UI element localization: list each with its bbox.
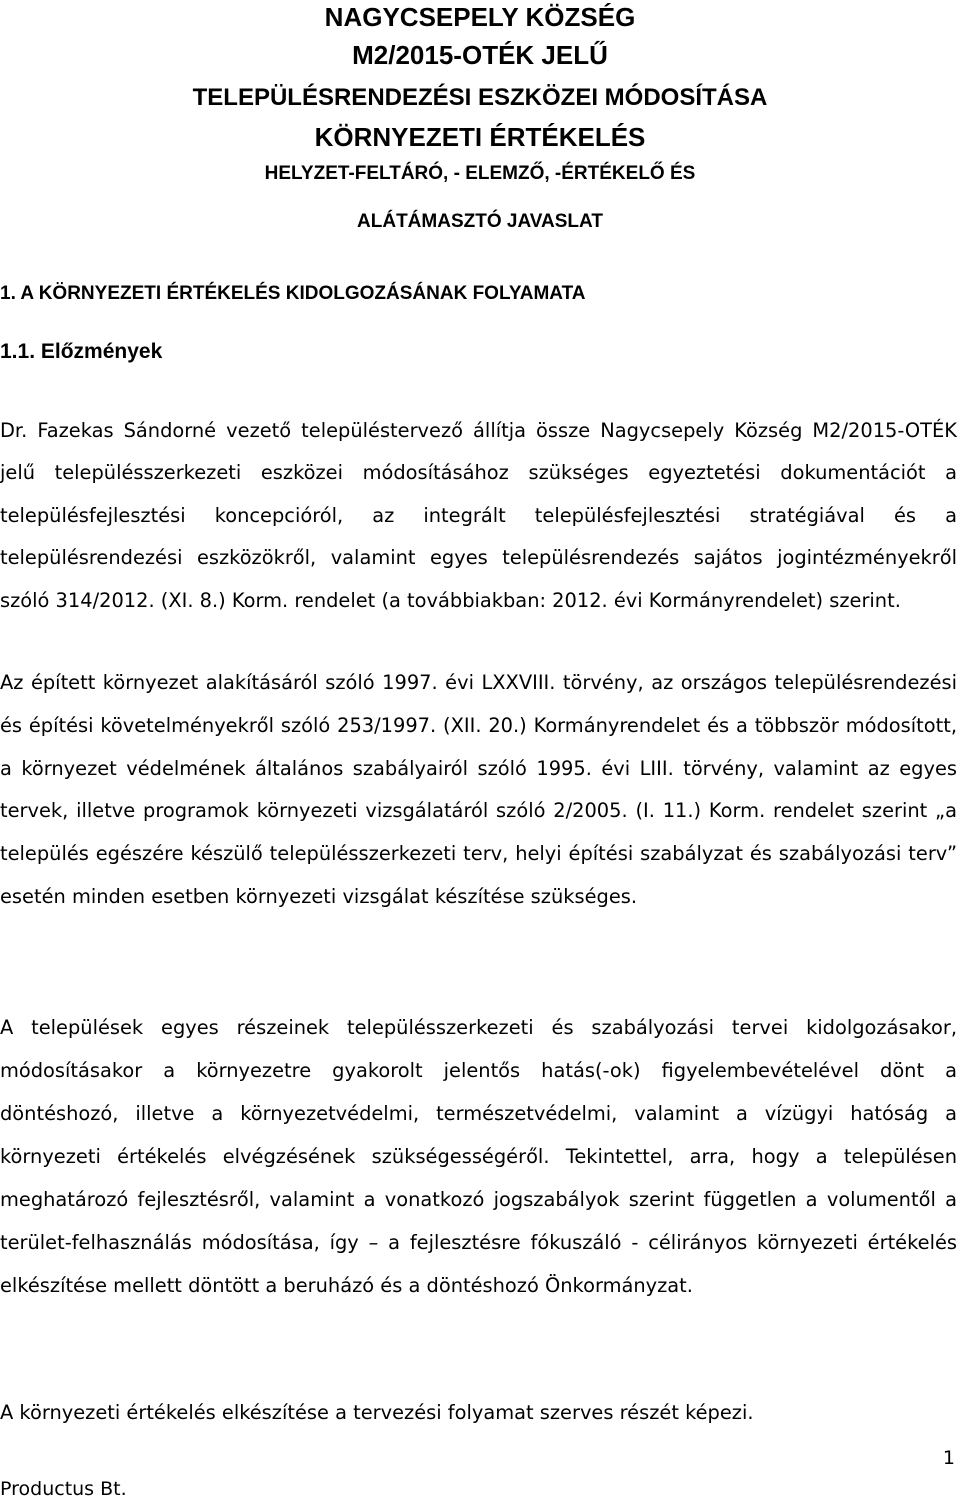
title-municipality: NAGYCSEPELY KÖZSÉG [324, 2, 636, 32]
title-description: HELYZET-FELTÁRÓ, - ELEMZŐ, -ÉRTÉKELŐ ÉS [264, 163, 696, 184]
section-heading: 1. A KÖRNYEZETI ÉRTÉKELÉS KIDOLGOZÁSÁNAK FOLYAMATA [0, 283, 586, 304]
title-assessment: KÖRNYEZETI ÉRTÉKELÉS [314, 122, 646, 152]
page-number: 1 [942, 1447, 955, 1469]
subsection-heading: 1.1. Előzmények [0, 340, 163, 363]
paragraph: A környezeti értékelés elkészítése a tervezési folyamat szerves részét képezi. [0, 1401, 754, 1424]
paragraph: Dr. Fazekas Sándorné vezető településtervező állítja össze Nagycsepely Község M2/2015-OTÉK jelű településszerkezeti eszközei módosításához szükséges egyeztetési dokumentációt a településfejlesztési koncepcióról, az integrált településfejlesztési stratégiával és a településrendezési eszközökről, valamint egyes településrendezés sajátos jogintézményekről szóló 314/2012. (XI. 8.) Korm. rendelet (a továbbiakban: 2012. évi Kormányrendelet) szerint. [0, 419, 957, 612]
title-proposal: ALÁTÁMASZTÓ JAVASLAT [357, 211, 603, 232]
footer-company: Productus Bt. [0, 1478, 127, 1500]
paragraph: Az épített környezet alakításáról szóló 1997. évi LXXVIII. törvény, az országos településrendezési és építési követelményekről szóló 253/1997. (XII. 20.) Kormányrendelet és a többször módosított, a környezet védelmének általános szabályairól szóló 1995. évi LIII. törvény, valamint az egyes tervek, illetve programok környezeti vizsgálatáról szóló 2/2005. (I. 11.) Korm. rendelet szerint „a település egészére készülő településszerkezeti terv, helyi építési szabályzat és szabályozási terv” esetén minden esetben környezeti vizsgálat készítése szükséges. [0, 671, 957, 908]
title-subject: TELEPÜLÉSRENDEZÉSI ESZKÖZEI MÓDOSÍTÁSA [192, 84, 768, 111]
title-code: M2/2015-OTÉK JELŰ [352, 40, 608, 70]
paragraph: A települések egyes részeinek településszerkezeti és szabályozási tervei kidolgozásakor, módosításakor a környezetre gyakorolt jelentős hatás(-ok) figyelembevételével dönt a döntéshozó, illetve a környezetvédelmi, természetvédelmi, valamint a vízügyi hatóság a környezeti értékelés elvégzésének szükségességéről. Tekintettel, arra, hogy a településen meghatározó fejlesztésről, valamint a vonatkozó jogszabályok szerint független a volumentől a terület-felhasználás módosítása, így – a fejlesztésre fókuszáló - célirányos környezeti értékelés elkészítése mellett döntött a beruházó és a döntéshozó Önkormányzat. [0, 1016, 957, 1297]
